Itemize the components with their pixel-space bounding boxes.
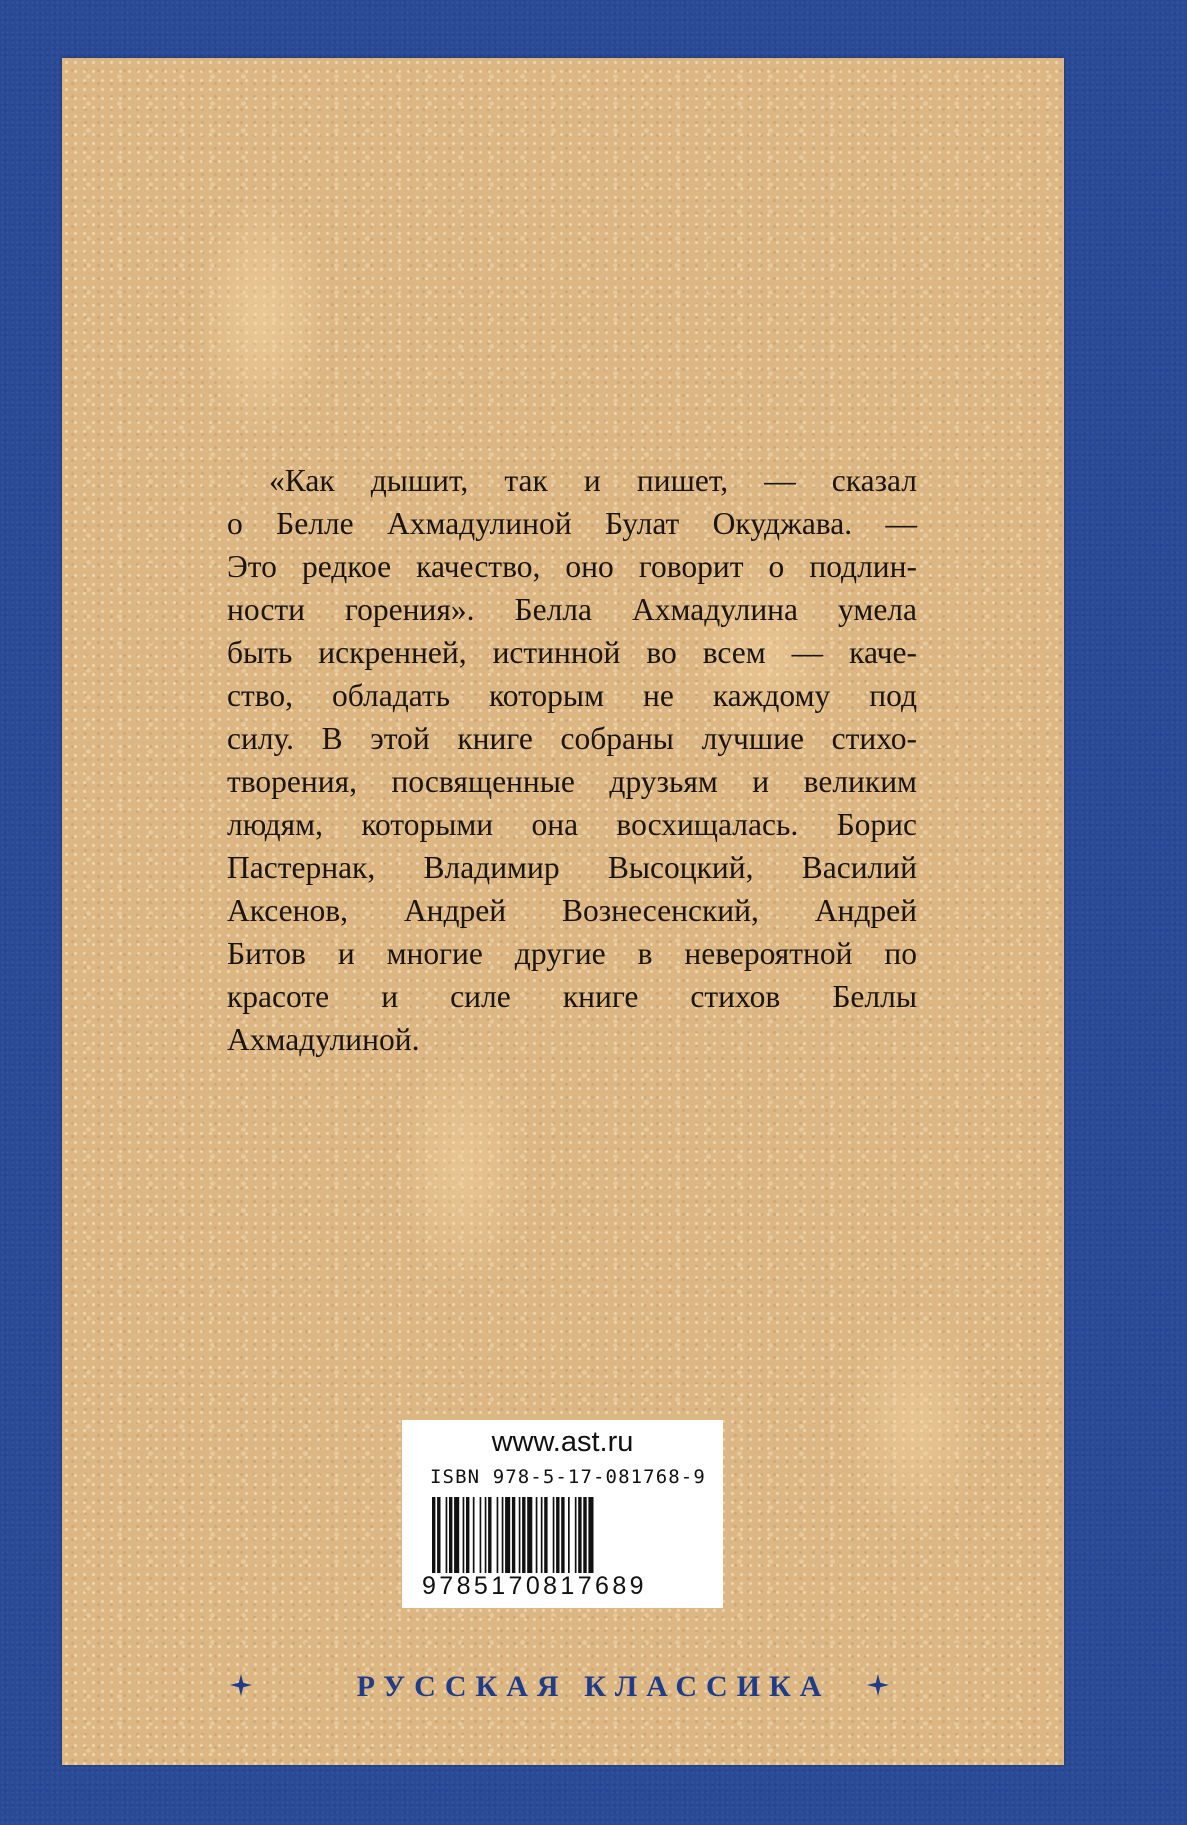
blurb-line: красоте и силе книге стихов Беллы xyxy=(227,979,917,1014)
barcode-label xyxy=(402,1420,723,1608)
blurb-line: Аксенов, Андрей Вознесенский, Андрей xyxy=(227,893,917,928)
blurb-line: «Как дышит, так и пишет, — сказал xyxy=(269,463,917,498)
barcode-bar xyxy=(473,1497,475,1573)
barcode-bar xyxy=(522,1497,525,1573)
barcode-bar xyxy=(463,1497,465,1573)
barcode-bar xyxy=(553,1497,555,1573)
blurb-line: силу. В этой книге собраны лучшие стихо- xyxy=(227,721,917,756)
blurb-line: Это редкое качество, оно говорит о подлин- xyxy=(227,549,917,584)
barcode-bar xyxy=(466,1497,469,1573)
barcode-bar xyxy=(449,1497,452,1573)
blurb-line: быть искренней, истинной во всем — каче- xyxy=(227,635,917,670)
barcode-bars xyxy=(432,1497,696,1573)
barcode-bar xyxy=(454,1497,459,1573)
barcode-bar xyxy=(512,1497,515,1573)
blurb-line: творения, посвященные друзьям и великим xyxy=(227,764,917,799)
blurb-line: ности горения». Белла Ахмадулина умела xyxy=(227,592,917,627)
publisher-website: www.ast.ru xyxy=(491,1426,634,1458)
barcode-bar xyxy=(519,1497,521,1573)
series-title: РУССКАЯ КЛАССИКА xyxy=(356,1670,831,1703)
blurb-text xyxy=(227,459,917,1061)
isbn-number: ISBN 978-5-17-081768-9 xyxy=(430,1466,706,1488)
blurb-line: Ахмадулиной. xyxy=(227,1022,420,1057)
barcode-bar xyxy=(502,1497,504,1573)
barcode-bar xyxy=(480,1497,482,1573)
barcode-bar xyxy=(568,1497,570,1573)
barcode-bar xyxy=(575,1497,577,1573)
barcode-bar xyxy=(561,1497,564,1573)
barcode-bar xyxy=(437,1497,440,1573)
barcode-bar xyxy=(583,1497,586,1573)
barcode-bar xyxy=(541,1497,543,1573)
barcode-bar xyxy=(544,1497,547,1573)
barcode-bar xyxy=(497,1497,499,1573)
barcode-bar xyxy=(578,1497,581,1573)
barcode-bar xyxy=(527,1497,532,1573)
star-ornament-icon xyxy=(867,1674,889,1696)
barcode-bar xyxy=(446,1497,448,1573)
barcode-bar xyxy=(505,1497,510,1573)
blurb-line: Битов и многие другие в невероятной по xyxy=(227,936,917,971)
barcode-bar xyxy=(556,1497,559,1573)
blurb-line: людям, которыми она восхищалась. Борис xyxy=(227,807,917,842)
barcode-bar xyxy=(588,1497,593,1573)
barcode-bar xyxy=(488,1497,491,1573)
barcode-digits: 9785170817689 xyxy=(422,1572,647,1600)
blurb-line: ство, обладать которым не каждому под xyxy=(227,678,917,713)
barcode-bar xyxy=(432,1497,435,1573)
blurb-line: Пастернак, Владимир Высоцкий, Василий xyxy=(227,850,917,885)
barcode-bar xyxy=(485,1497,487,1573)
blurb-line: о Белле Ахмадулиной Булат Окуджава. — xyxy=(227,506,917,541)
barcode-bar xyxy=(536,1497,538,1573)
